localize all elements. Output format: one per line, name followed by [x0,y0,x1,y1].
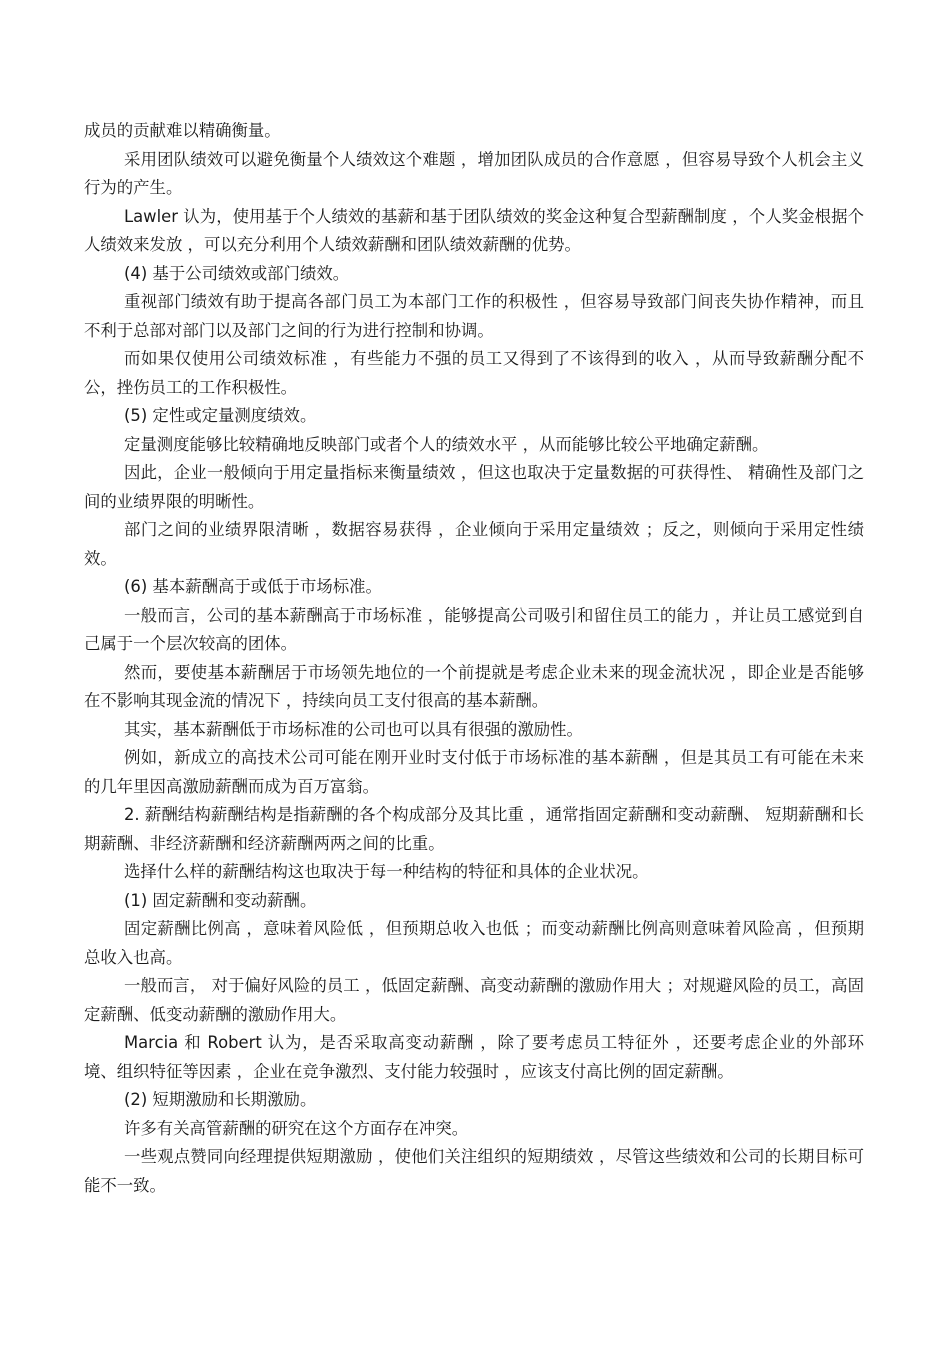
paragraph: 然而，要使基本薪酬居于市场领先地位的一个前提就是考虑企业未来的现金流状况 ，即企业是否能够在不影响其现金流的情况下 ，持续向员工支付很高的基本薪酬。 [84,662,864,710]
paragraph: 采用团队绩效可以避免衡量个人绩效这个难题 ，增加团队成员的合作意愿 ，但容易导致个人机会主义行为的产生。 [84,149,864,197]
paragraph: 重视部门绩效有助于提高各部门员工为本部门工作的积极性 ，但容易导致部门间丧失协作精神，而且不利于总部对部门以及部门之间的行为进行控制和协调。 [84,292,864,340]
paragraph: 成员的贡献难以精确衡量。 [84,121,281,140]
paragraph: (5) 定性或定量测度绩效。 [124,406,317,425]
paragraph: 而如果仅使用公司绩效标准 ，有些能力不强的员工又得到了不该得到的收入 ，从而导致薪酬分配不公，挫伤员工的工作积极性。 [84,349,864,397]
paragraph: 其实，基本薪酬低于市场标准的公司也可以具有很强的激励性。 [124,719,583,739]
paragraph: 部门之间的业绩界限清晰 ，数据容易获得 ，企业倾向于采用定量绩效 ；反之，则倾向于采用定性绩效。 [84,520,864,568]
paragraph: 因此，企业一般倾向于用定量指标来衡量绩效 ，但这也取决于定量数据的可获得性、 精确性及部门之间的业绩界限的明晰性。 [84,463,864,511]
paragraph: 例如，新成立的高技术公司可能在刚开业时支付低于市场标准的基本薪酬 ，但是其员工有可能在未来的几年里因高激励薪酬而成为百万富翁。 [84,748,864,796]
paragraph: 一些观点赞同向经理提供短期激励 ，使他们关注组织的短期绩效 ，尽管这些绩效和公司的长期目标可能不一致。 [84,1147,864,1195]
paragraph: 2. 薪酬结构薪酬结构是指薪酬的各个构成部分及其比重 ，通常指固定薪酬和变动薪酬、 短期薪酬和长期薪酬、非经济薪酬和经济薪酬两两之间的比重。 [84,805,864,853]
paragraph: 许多有关高管薪酬的研究在这个方面存在冲突。 [124,1118,469,1138]
paragraph: 一般而言， 对于偏好风险的员工 ，低固定薪酬、高变动薪酬的激励作用大 ；对规避风险的员工，高固定薪酬、低变动薪酬的激励作用大。 [84,976,864,1024]
paragraph: Lawler 认为，使用基于个人绩效的基薪和基于团队绩效的奖金这种复合型薪酬制度 ，个人奖金根据个人绩效来发放 ，可以充分利用个人绩效薪酬和团队绩效薪酬的优势。 [84,206,864,254]
paragraph: 定量测度能够比较精确地反映部门或者个人的绩效水平 ，从而能够比较公平地确定薪酬。 [124,434,769,454]
document-body [84,117,864,1200]
paragraph: (2) 短期激励和长期激励。 [124,1090,317,1109]
paragraph: 固定薪酬比例高 ，意味着风险低 ，但预期总收入也低 ；而变动薪酬比例高则意味着风险高 ，但预期总收入也高。 [84,919,864,967]
paragraph: Marcia 和 Robert 认为，是否采取高变动薪酬 ，除了要考虑员工特征外 ，还要考虑企业的外部环境、组织特征等因素 ，企业在竞争激烈、支付能力较强时 ，应该支付高比例的固定薪酬。 [84,1033,864,1081]
paragraph: 一般而言，公司的基本薪酬高于市场标准 ，能够提高公司吸引和留住员工的能力 ，并让员工感觉到自己属于一个层次较高的团体。 [84,605,864,653]
paragraph: (4) 基于公司绩效或部门绩效。 [124,263,350,283]
paragraph: (1) 固定薪酬和变动薪酬。 [124,890,317,910]
paragraph: (6) 基本薪酬高于或低于市场标准。 [124,577,382,596]
paragraph: 选择什么样的薪酬结构这也取决于每一种结构的特征和具体的企业状况。 [124,862,649,881]
